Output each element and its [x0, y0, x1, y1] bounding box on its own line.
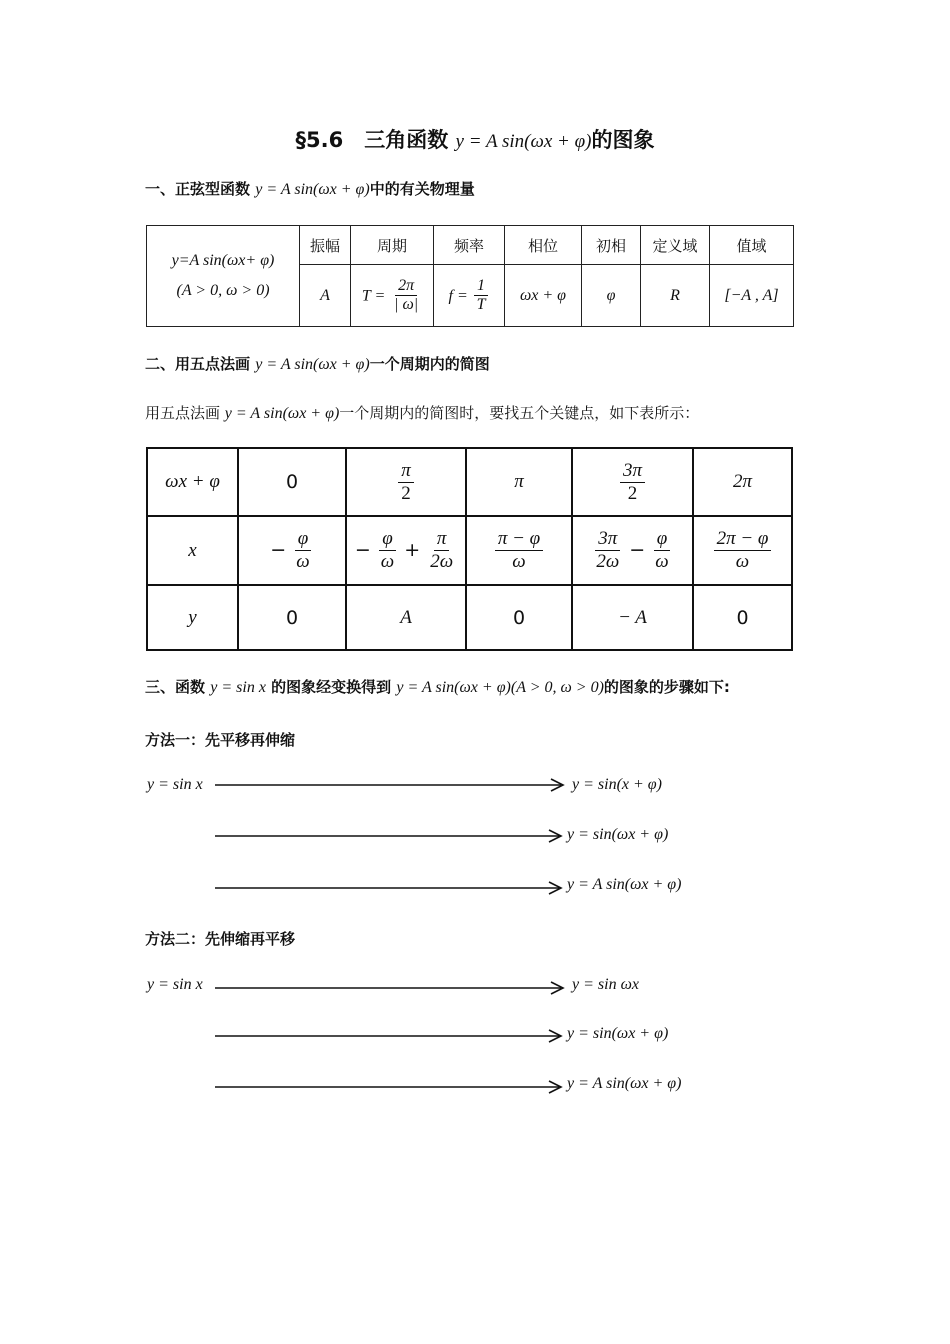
five-point-table: [146, 447, 793, 651]
section2-formula: y = A sin(ωx + φ): [255, 356, 370, 373]
period-value: [351, 265, 434, 327]
t2-r3-c4: − A: [572, 585, 693, 650]
title-suffix: 的图象: [591, 128, 655, 152]
section2-prefix: 二、用五点法画: [145, 355, 251, 373]
para2-prefix: 用五点法画: [145, 404, 221, 422]
method1-start: y = sin x: [147, 776, 203, 793]
num-3pi-2: 3π: [595, 528, 620, 551]
method1-step-1: y = sin(x + φ): [572, 776, 662, 793]
condition-label: (A > 0, ω > 0): [176, 282, 270, 299]
freq-lhs: f =: [448, 287, 468, 304]
section3-formula1: y = sin x: [210, 679, 266, 696]
section2-suffix: 一个周期内的简图: [369, 355, 490, 373]
para2-formula: y = A sin(ωx + φ): [224, 405, 340, 422]
frac-pi-2omega: [427, 528, 456, 573]
period-den: | ω|: [394, 296, 419, 313]
row-label-phase: ωx + φ: [147, 448, 238, 516]
den-omega-3: ω: [512, 551, 526, 572]
para2-suffix: 一个周期内的简图时，要找五个关键点，如下表所示：: [339, 404, 700, 422]
sign-minus-3: −: [629, 539, 646, 561]
frac-pi-half: [398, 460, 414, 505]
den-omega-5: ω: [735, 551, 750, 572]
section1-formula: y = A sin(ωx + φ): [255, 181, 370, 198]
function-label: y=A sin(ωx+ φ): [171, 252, 275, 269]
amplitude-value: A: [300, 265, 351, 327]
method1-arrow-1: [215, 778, 565, 792]
t2-r1-c1: 0: [238, 448, 346, 516]
sign-minus: −: [270, 539, 287, 561]
title-formula: y = A sin(ωx + φ): [455, 131, 592, 152]
section2-heading: [145, 353, 490, 374]
method2-start: y = sin x: [147, 976, 203, 993]
header-amplitude: 振幅: [300, 226, 351, 265]
t2-r3-c5: 0: [693, 585, 792, 650]
den-2: 2: [401, 482, 411, 504]
period-fraction: [391, 277, 421, 315]
range-value: [−A , A]: [710, 265, 794, 327]
num-pi: π: [398, 460, 414, 483]
row-label-y: y: [147, 585, 238, 650]
t2-r2-c3: [466, 516, 572, 585]
num-2pi-minus-phi: 2π − φ: [714, 528, 772, 551]
frac-3pi-2omega: [593, 528, 622, 573]
method1-arrow-3: [215, 881, 565, 895]
t2-r1-c5: 2π: [693, 448, 792, 516]
five-point-paragraph: [145, 402, 699, 423]
period-lhs: T =: [361, 287, 386, 304]
frequency-value: [434, 265, 505, 327]
section3-heading: [145, 676, 730, 697]
frac-phi-omega: [293, 528, 312, 573]
den-omega-2: ω: [380, 551, 395, 572]
num-phi-3: φ: [654, 528, 671, 551]
freq-num: 1: [474, 277, 488, 296]
method2-title: 方法二：先伸缩再平移: [145, 930, 296, 948]
den-2omega: 2ω: [430, 551, 454, 572]
header-initial-phase: 初相: [582, 226, 641, 265]
sign-minus-2: −: [354, 539, 371, 561]
method1-arrow-2: [215, 829, 565, 843]
t2-r2-c2: [346, 516, 466, 585]
t2-r3-c2: A: [346, 585, 466, 650]
frac-phi-omega-2: [378, 528, 397, 573]
method1-step-3: y = A sin(ωx + φ): [567, 876, 682, 893]
frac-3pi-half: [620, 460, 645, 505]
title-prefix: §5.6 三角函数: [295, 128, 449, 152]
section3-mid: 的图象经变换得到: [271, 678, 392, 696]
domain-value: R: [641, 265, 710, 327]
method2-step-2: y = sin(ωx + φ): [567, 1025, 669, 1042]
header-phase: 相位: [505, 226, 582, 265]
header-domain: 定义域: [641, 226, 710, 265]
header-frequency: 频率: [434, 226, 505, 265]
t2-r2-c4: [572, 516, 693, 585]
num-pi-minus-phi: π − φ: [495, 528, 543, 551]
t2-r1-c2: [346, 448, 466, 516]
method2-arrow-1: [215, 981, 565, 995]
num-phi: φ: [295, 528, 312, 551]
phase-value: ωx + φ: [505, 265, 582, 327]
frac-2pi-minus-phi: [714, 528, 772, 573]
t2-r1-c3: π: [466, 448, 572, 516]
t2-r2-c5: [693, 516, 792, 585]
method2-step-1: y = sin ωx: [572, 976, 639, 993]
method2-step-3: y = A sin(ωx + φ): [567, 1075, 682, 1092]
section1-suffix: 中的有关物理量: [369, 180, 475, 198]
t2-r3-c1: 0: [238, 585, 346, 650]
method2-arrow-3: [215, 1080, 565, 1094]
section3-suffix: 的图象的步骤如下:: [603, 678, 730, 696]
function-cell: [147, 226, 300, 327]
header-period: 周期: [351, 226, 434, 265]
sign-plus: +: [404, 539, 421, 561]
header-range: 值域: [710, 226, 794, 265]
num-phi-2: φ: [379, 528, 396, 551]
t2-r3-c3: 0: [466, 585, 572, 650]
den-2omega-2: 2ω: [596, 551, 620, 572]
period-num: 2π: [395, 277, 417, 296]
section3-formula2: y = A sin(ωx + φ)(A > 0, ω > 0): [396, 679, 604, 696]
method2-arrow-2: [215, 1029, 565, 1043]
method1-title: 方法一：先平移再伸缩: [145, 731, 296, 749]
method1-step-2: y = sin(ωx + φ): [567, 826, 669, 843]
t2-r2-c1: [238, 516, 346, 585]
num-3pi: 3π: [620, 460, 645, 483]
frac-pi-minus-phi: [495, 528, 543, 573]
freq-den: T: [476, 296, 486, 313]
num-pi-2: π: [434, 528, 450, 551]
freq-fraction: [474, 277, 489, 315]
frac-phi-omega-3: [652, 528, 671, 573]
row-label-x: x: [147, 516, 238, 585]
initial-phase-value: φ: [582, 265, 641, 327]
t2-r1-c4: [572, 448, 693, 516]
den-omega-4: ω: [655, 551, 669, 572]
section3-prefix: 三、函数: [145, 678, 206, 696]
den-2b: 2: [627, 482, 638, 504]
section1-heading: [145, 178, 475, 199]
page-title: [0, 124, 950, 154]
section1-prefix: 一、正弦型函数: [145, 180, 251, 198]
den-omega: ω: [296, 551, 310, 572]
quantities-table: [146, 225, 794, 327]
